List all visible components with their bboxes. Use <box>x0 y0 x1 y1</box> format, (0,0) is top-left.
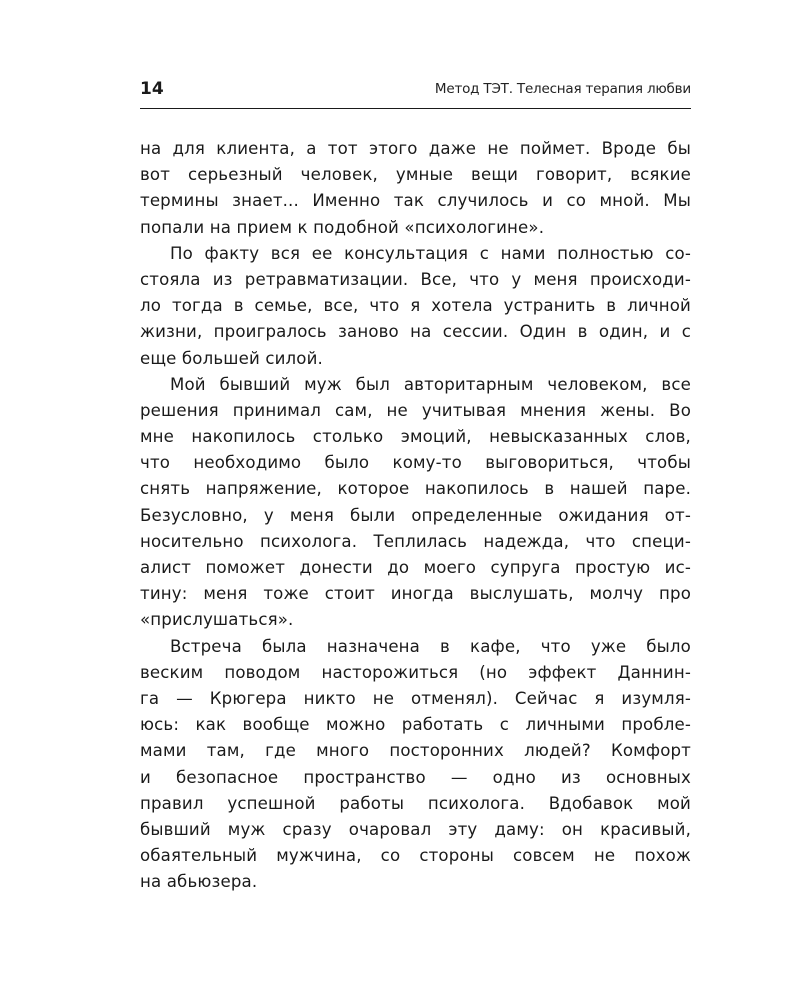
text-line: и безопасное пространство — одно из основных <box>140 767 691 787</box>
text-line: Встреча была назначена в кафе, что уже было <box>170 636 691 656</box>
text-line: алист поможет донести до моего супруга простую ис- <box>140 558 691 577</box>
text-line: жизни, проигралось заново на сессии. Один в один, и с <box>140 322 691 342</box>
header-divider <box>140 108 691 109</box>
text-line: мне накопилось столько эмоций, невысказанных слов, <box>140 427 691 447</box>
text-line: носительно психолога. Теплилась надежда, что специ- <box>140 531 691 551</box>
body-text <box>140 136 691 895</box>
text-line: веским поводом насторожиться (но эффект Даннин- <box>140 662 691 682</box>
text-line: Мой бывший муж был авторитарным человеком, все <box>170 374 691 394</box>
text-line: попали на прием к подобной «психологине». <box>140 217 545 237</box>
text-line: правил успешной работы психолога. Вдобавок мой <box>140 793 691 813</box>
page-number: 14 <box>140 79 164 99</box>
text-line: еще большей силой. <box>140 348 323 368</box>
page-header <box>140 76 691 102</box>
text-line: «прислушаться». <box>140 610 294 630</box>
text-line: ло тогда в семье, все, что я хотела устранить в личной <box>140 296 691 316</box>
text-line: га — Крюгера никто не отменял). Сейчас я изумля- <box>140 688 691 708</box>
text-line: По факту вся ее консультация с нами полностью со- <box>170 243 691 263</box>
text-line: стояла из ретравматизации. Все, что у меня происходи- <box>140 269 691 289</box>
text-line: снять напряжение, которое накопилось в нашей паре. <box>140 479 691 499</box>
running-title: Метод ТЭТ. Телесная терапия любви <box>434 81 691 97</box>
text-line: бывший муж сразу очаровал эту даму: он красивый, <box>140 819 691 839</box>
text-line: что необходимо было кому-то выговориться, чтобы <box>140 453 691 473</box>
text-line: Безусловно, у меня были определенные ожидания от- <box>140 505 691 525</box>
text-line: термины знает... Именно так случилось и со мной. Мы <box>140 191 691 211</box>
text-line: на абьюзера. <box>140 872 258 892</box>
text-line: вот серьезный человек, умные вещи говорит, всякие <box>140 165 691 185</box>
text-line: юсь: как вообще можно работать с личными пробле- <box>140 715 691 735</box>
text-line: решения принимал сам, не учитывая мнения жены. Во <box>140 400 691 420</box>
text-line: тину: меня тоже стоит иногда выслушать, молчу про <box>140 584 691 604</box>
text-line: мами там, где много посторонних людей? Комфорт <box>140 741 691 761</box>
text-line: на для клиента, а тот этого даже не поймет. Вроде бы <box>140 139 691 158</box>
text-line: обаятельный мужчина, со стороны совсем не похож <box>140 846 691 866</box>
